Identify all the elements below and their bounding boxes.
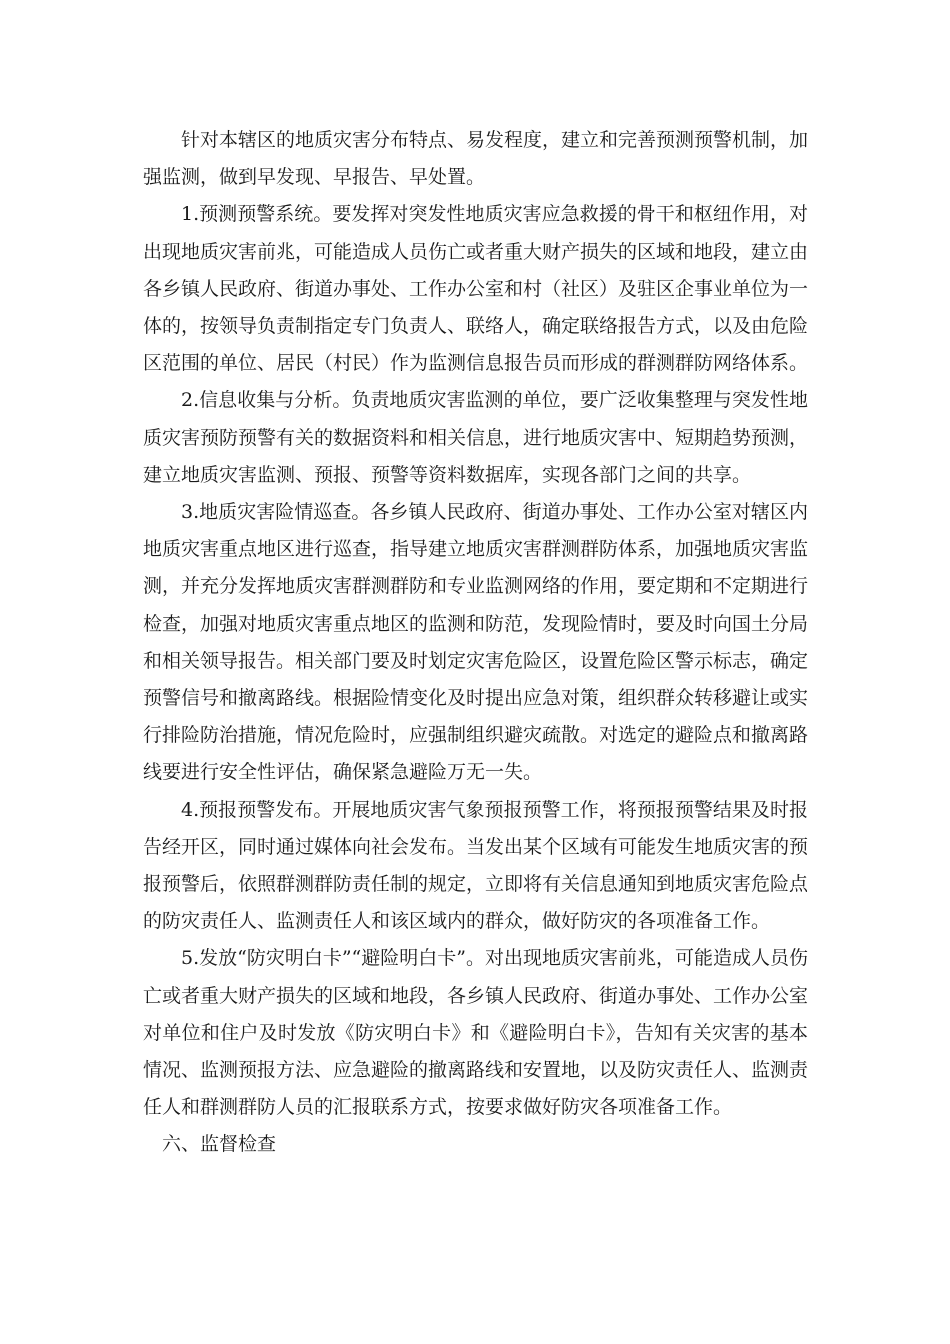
intro-paragraph: 针对本辖区的地质灾害分布特点、易发程度，建立和完善预测预警机制，加强监测，做到早发现、早报告、早处置。 xyxy=(143,129,809,189)
paragraph-hazard-inspection: 3.地质灾害险情巡查。各乡镇人民政府、街道办事处、工作办公室对辖区内地质灾害重点地区进行巡查，指导建立地质灾害群测群防体系，加强地质灾害监测，并充分发挥地质灾害群测群防和专业监测网络的作用，要定期和不定期进行检查，加强对地质灾害重点地区的监测和防范，发现险情时，要及时向国土分局和相关领导报告。相关部门要及时划定灾害危险区，设置危险区警示标志，确定预警信号和撤离路线。根据险情变化及时提出应急对策，组织群众转移避让或实行排险防治措施，情况危险时，应强制组织避灾疏散。对选定的避险点和撤离路线要进行安全性评估，确保紧急避险万无一失。 xyxy=(143,501,809,784)
paragraph-distribute-cards: 5.发放“防灾明白卡”“避险明白卡”。对出现地质灾害前兆，可能造成人员伤亡或者重大财产损失的区域和地段，各乡镇人民政府、街道办事处、工作办公室对单位和住户及时发放《防灾明白卡》和《避险明白卡》，告知有关灾害的基本情况、监测预报方法、应急避险的撤离路线和安置地，以及防灾责任人、监测责任人和群测群防人员的汇报联系方式，按要求做好防灾各项准备工作。 xyxy=(143,947,809,1119)
document-page xyxy=(143,122,808,1164)
paragraph-warning-release: 4.预报预警发布。开展地质灾害气象预报预警工作，将预报预警结果及时报告经开区，同时通过媒体向社会发布。当发出某个区域有可能发生地质灾害的预报预警后，依照群测群防责任制的规定，立即将有关信息通知到地质灾害危险点的防灾责任人、监测责任人和该区域内的群众，做好防灾的各项准备工作。 xyxy=(143,798,809,933)
section-heading: 六、监督检查 xyxy=(162,1133,277,1156)
paragraph-information-collection: 2.信息收集与分析。负责地质灾害监测的单位，要广泛收集整理与突发性地质灾害预防预警有关的数据资料和相关信息，进行地质灾害中、短期趋势预测，建立地质灾害监测、预报、预警等资料数据库，实现各部门之间的共享。 xyxy=(143,389,809,486)
paragraph-forecast-warning-system: 1.预测预警系统。要发挥对突发性地质灾害应急救援的骨干和枢纽作用，对出现地质灾害前兆，可能造成人员伤亡或者重大财产损失的区域和地段，建立由各乡镇人民政府、街道办事处、工作办公室和村（社区）及驻区企事业单位为一体的，按领导负责制指定专门负责人、联络人，确定联络报告方式，以及由危险区范围的单位、居民（村民）作为监测信息报告员而形成的群测群防网络体系。 xyxy=(143,203,809,375)
